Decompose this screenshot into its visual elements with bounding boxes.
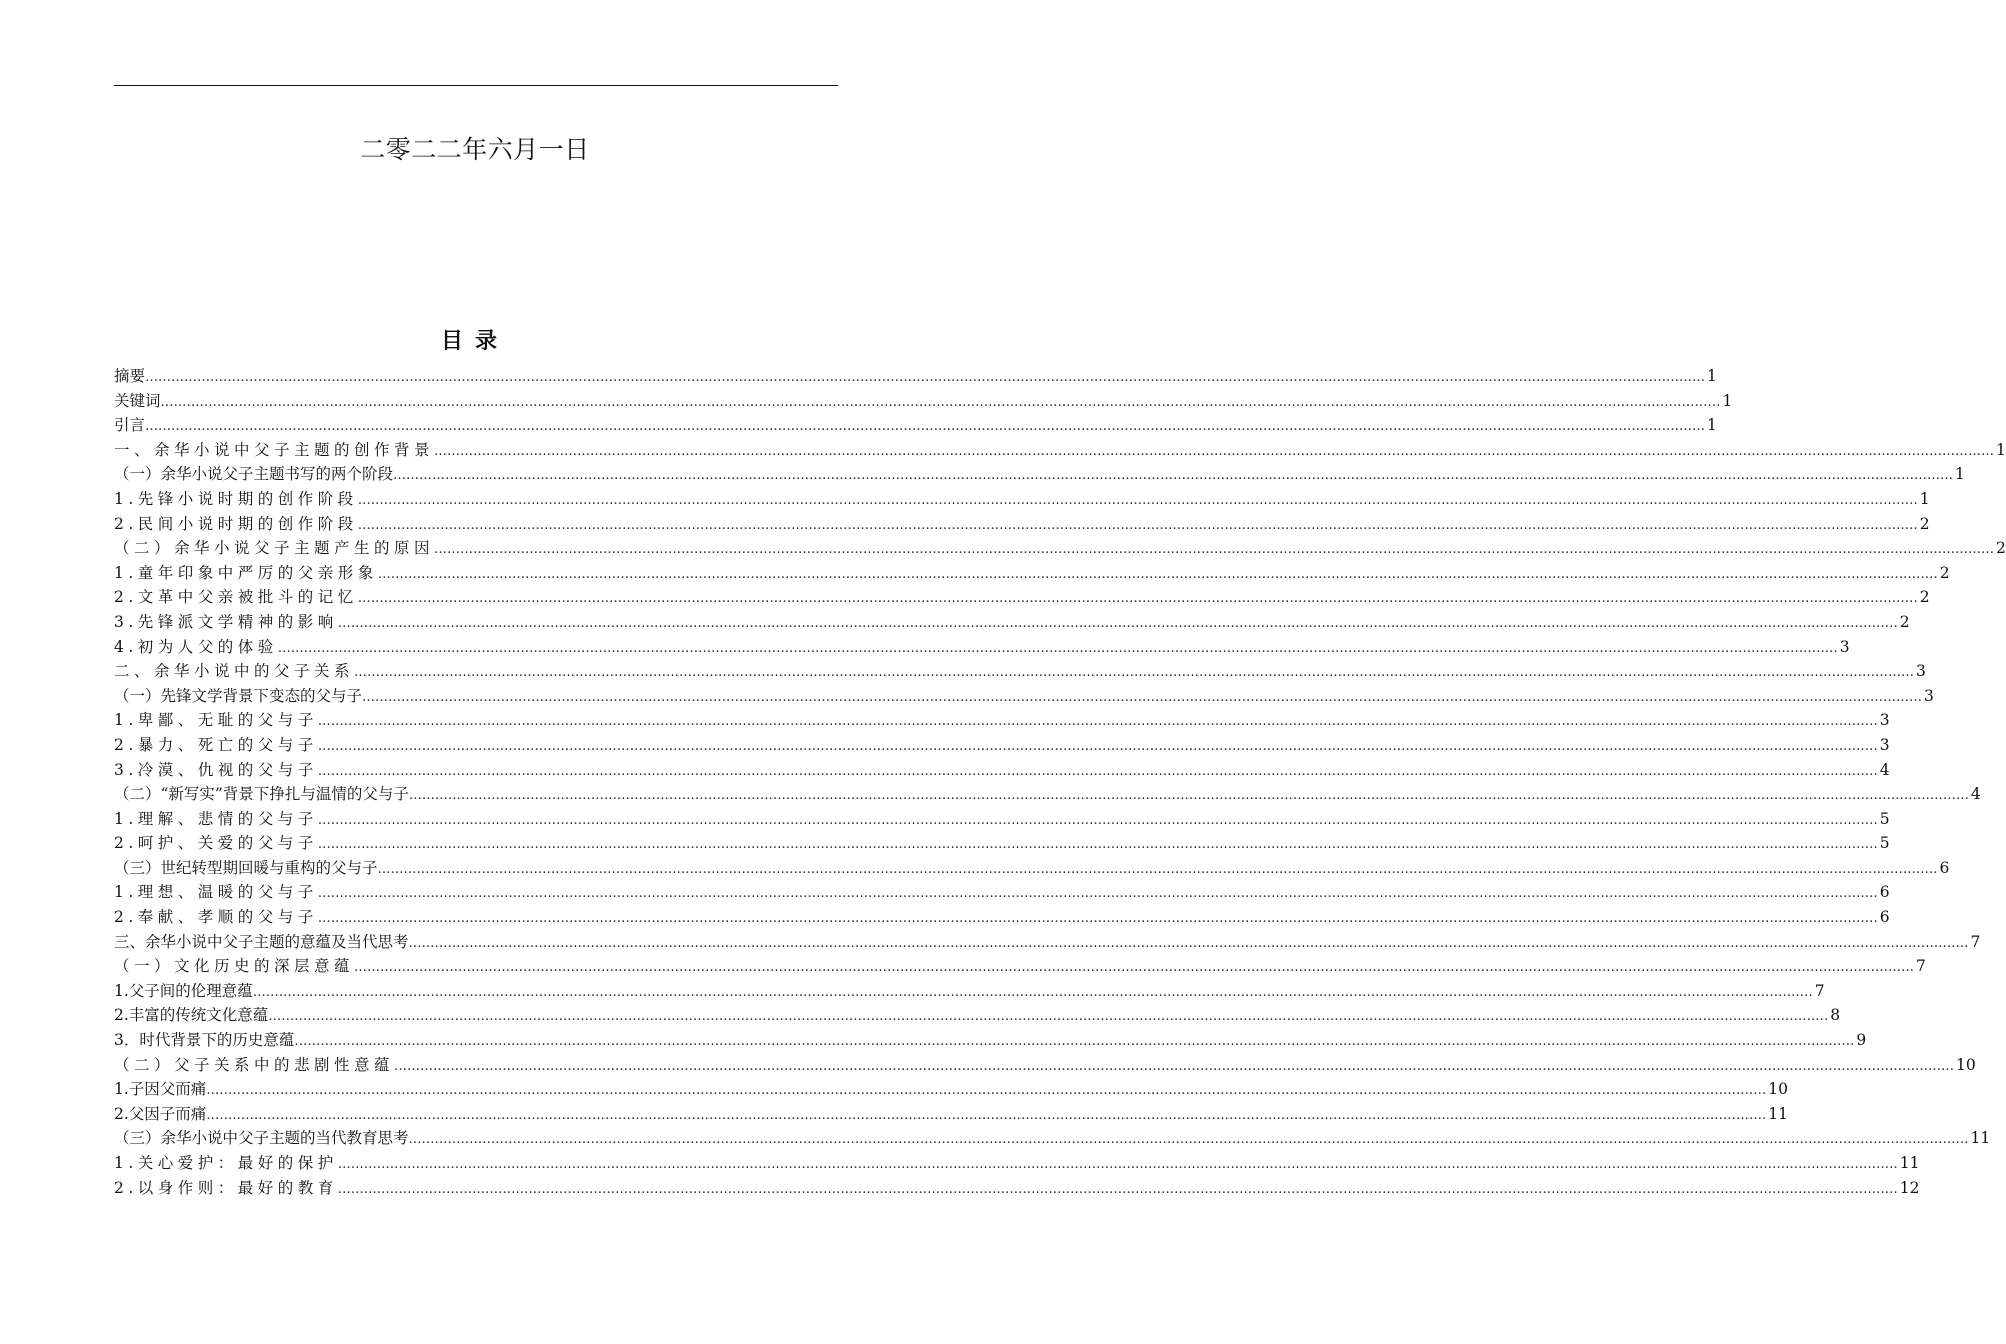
toc-leader-dots: ……………………………………………………………………………………………………………………………………………………………………………………………………………………………………………………………………………………………………………………………… [317,812,1878,828]
toc-entry-title: 3.先锋派文学精神的影响 [114,612,338,631]
toc-entry[interactable] [114,684,1934,709]
toc-entry-title: 3.冷漠、仇视的父与子 [114,760,318,779]
toc-entry[interactable] [114,585,1930,610]
toc-leader-dots: ……………………………………………………………………………………………………………………………………………………………………………………………………………………………………………………………………………………………………………………………… [317,738,1878,754]
toc-entry-title: 2.呵护、关爱的父与子 [114,834,318,853]
toc-entry-title: 2.文革中父亲被批斗的记忆 [114,588,358,607]
toc-entry-page: 1 [1955,465,1965,484]
toc-entry-title: 一、余华小说中父子主题的创作背景 [114,440,435,459]
toc-entry-page: 4 [1970,785,1981,804]
toc-entry-page: 1 [1919,489,1930,508]
toc-entry-title: 2.奉献、孝顺的父与子 [114,908,318,927]
toc-entry-title: 2.以身作则：最好的教育 [114,1178,338,1197]
toc-leader-dots: ……………………………………………………………………………………………………………………………………………………………………………………………………………………………………………………………………………………………………………………………… [160,394,1721,410]
toc-entry-title: 1.子因父而痛 [114,1080,207,1099]
toc-leader-dots: ……………………………………………………………………………………………………………………………………………………………………………………………………………………………………………………………………………………………………………………………… [317,837,1878,853]
toc-leader-dots: ……………………………………………………………………………………………………………………………………………………………………………………………………………………………………………………………………………………………………………………………… [357,492,1918,508]
toc-leader-dots: ……………………………………………………………………………………………………………………………………………………………………………………………………………………………………………………………………………………………………………………………… [434,542,1995,558]
toc-entry-page: 3 [1879,735,1890,754]
toc-entry-page: 11 [1899,1154,1920,1172]
toc-leader-dots: ……………………………………………………………………………………………………………………………………………………………………………………………………………………………………………………………………………………………………………………………… [408,935,1969,951]
toc-entry[interactable] [114,487,1930,512]
toc-entry-page: 2 [1996,539,2006,558]
toc-leader-dots: ……………………………………………………………………………………………………………………………………………………………………………………………………………………………………………………………………………………………………………………………… [337,1157,1898,1172]
toc-leader-dots: ……………………………………………………………………………………………………………………………………………………………………………………………………………………………………………………………………………………………………………………………… [337,1181,1898,1197]
toc-leader-dots: ……………………………………………………………………………………………………………………………………………………………………………………………………………………………………………………………………………………………………………………………… [434,443,1995,459]
toc-leader-dots: ……………………………………………………………………………………………………………………………………………………………………………………………………………………………………………………………………………………………………………………………… [354,665,1915,681]
toc-entry-title: 2.暴力、死亡的父与子 [114,735,318,754]
toc-entry[interactable] [114,413,1717,438]
toc-entry-title: （一）余华小说父子主题书写的两个阶段 [114,465,394,484]
toc-leader-dots: ……………………………………………………………………………………………………………………………………………………………………………………………………………………………………………………………………………………………………………………………… [393,468,1954,484]
toc-entry-title: 摘要 [114,367,146,385]
toc-entry-page: 5 [1879,809,1890,828]
toc-leader-dots: ……………………………………………………………………………………………………………………………………………………………………………………………………………………………………………………………………………………………………………………………… [294,1034,1855,1050]
toc-entry[interactable] [114,831,1890,856]
header-rule [114,85,838,86]
toc-entry-page: 11 [1768,1104,1789,1123]
toc-entry[interactable] [114,807,1890,832]
toc-entry[interactable] [114,1028,1867,1053]
toc-entry-title: 二、余华小说中的父子关系 [114,662,355,681]
toc-entry-page: 8 [1830,1006,1841,1025]
toc-entry-title: （三）余华小说中父子主题的当代教育思考 [114,1129,409,1148]
toc-entry-title: 4.初为人父的体验 [114,637,278,656]
toc-entry-page: 3 [1924,686,1934,705]
toc-entry-title: 1.父子间的伦理意蕴 [114,981,253,1000]
toc-entry[interactable] [114,1003,1841,1028]
toc-leader-dots: ……………………………………………………………………………………………………………………………………………………………………………………………………………………………………………………………………………………………………………………………… [362,689,1923,705]
toc-entry-title: 1.关心爱护：最好的保护 [114,1154,338,1172]
toc-leader-dots: ……………………………………………………………………………………………………………………………………………………………………………………………………………………………………………………………………………………………………………………………… [317,714,1878,730]
toc-entry-title: （二）余华小说父子主题产生的原因 [114,539,435,558]
toc-entry[interactable] [114,708,1890,733]
toc-entry[interactable] [114,954,1926,979]
toc-entry[interactable] [114,389,1733,414]
toc-leader-dots: ……………………………………………………………………………………………………………………………………………………………………………………………………………………………………………………………………………………………………………………………… [337,615,1898,631]
toc-leader-dots: ……………………………………………………………………………………………………………………………………………………………………………………………………………………………………………………………………………………………………………………………… [354,960,1915,976]
toc-entry[interactable] [114,979,1825,1004]
toc-leader-dots: ……………………………………………………………………………………………………………………………………………………………………………………………………………………………………………………………………………………………………………………………… [268,1009,1829,1025]
toc-entry-title: （三）世纪转型期回暖与重构的父与子 [114,858,378,877]
toc-entry[interactable] [114,635,1850,660]
toc-entry-page: 1 [1996,440,2006,459]
toc-entry-page: 9 [1856,1031,1867,1050]
toc-entry[interactable] [114,1126,1991,1151]
toc-leader-dots: ……………………………………………………………………………………………………………………………………………………………………………………………………………………………………………………………………………………………………………………………… [206,1107,1767,1123]
toc-entry-page: 7 [1814,981,1825,1000]
toc-entry-page: 7 [1970,932,1981,951]
toc-entry-title: 关键词 [114,391,161,410]
toc-entry[interactable] [114,561,1950,586]
toc-entry-page: 3 [1839,637,1850,656]
toc-entry-title: 三、余华小说中父子主题的意蕴及当代思考 [114,932,409,951]
toc-leader-dots: ……………………………………………………………………………………………………………………………………………………………………………………………………………………………………………………………………………………………………………………………… [377,861,1938,877]
toc-entry-title: 3．时代背景下的历史意蕴 [114,1031,295,1050]
toc-leader-dots: ……………………………………………………………………………………………………………………………………………………………………………………………………………………………………………………………………………………………………………………………… [317,911,1878,927]
toc-leader-dots: ……………………………………………………………………………………………………………………………………………………………………………………………………………………………………………………………………………………………………………………………… [277,640,1838,656]
toc-entry-page: 3 [1879,711,1890,730]
toc-leader-dots: ……………………………………………………………………………………………………………………………………………………………………………………………………………………………………………………………………………………………………………………………… [377,566,1938,582]
toc-entry[interactable] [114,1176,1920,1201]
toc-entry-page: 3 [1916,662,1926,681]
toc-entry-page: 2 [1899,612,1910,631]
toc-leader-dots: ……………………………………………………………………………………………………………………………………………………………………………………………………………………………………………………………………………………………………………………………… [357,591,1918,607]
toc-entry-title: 引言 [114,416,146,435]
toc-entry[interactable] [114,930,1981,955]
toc-leader-dots: ……………………………………………………………………………………………………………………………………………………………………………………………………………………………………………………………………………………………………………………………… [394,1058,1955,1074]
toc-entry-title: 1.卑鄙、无耻的父与子 [114,711,318,730]
toc-entry-title: 2.父因子而痛 [114,1104,207,1123]
toc-entry-title: （二）父子关系中的悲剧性意蕴 [114,1055,395,1074]
toc-entry[interactable] [114,659,1926,684]
toc-entry-page: 6 [1939,858,1950,877]
toc-entry-page: 5 [1879,834,1890,853]
toc-entry-page: 2 [1939,563,1950,582]
toc-entry[interactable] [114,610,1910,635]
toc-entry[interactable] [114,364,1717,389]
toc-entry[interactable] [114,1102,1789,1127]
toc-entry[interactable] [114,462,1965,487]
toc-entry-page: 7 [1916,957,1926,976]
toc-entry-title: 1.先锋小说时期的创作阶段 [114,489,358,508]
toc-entry-title: 1.童年印象中严厉的父亲形象 [114,563,378,582]
toc-leader-dots: ……………………………………………………………………………………………………………………………………………………………………………………………………………………………………………………………………………………………………………………………… [252,984,1813,1000]
toc-entry-title: 2.民间小说时期的创作阶段 [114,514,358,533]
toc-leader-dots: ……………………………………………………………………………………………………………………………………………………………………………………………………………………………………………………………………………………………………………………………… [317,763,1878,779]
toc-entry-title: 2.丰富的传统文化意蕴 [114,1006,269,1025]
toc-entry[interactable] [114,1151,1920,1176]
toc-entry[interactable] [114,536,2006,561]
toc-entry-page: 10 [1956,1055,1976,1074]
toc-entry-title: 1.理想、温暖的父与子 [114,883,318,902]
toc-title: 目录 [440,329,509,354]
toc-entry[interactable] [114,512,1930,537]
toc-entry-title: （一）文化历史的深层意蕴 [114,957,355,976]
toc-leader-dots: ……………………………………………………………………………………………………………………………………………………………………………………………………………………………………………………………………………………………………………………………… [408,1132,1969,1148]
toc-entry-title: （一）先锋文学背景下变态的父与子 [114,686,363,705]
toc-leader-dots: ……………………………………………………………………………………………………………………………………………………………………………………………………………………………………………………………………………………………………………………………… [357,517,1918,533]
toc-entry-page: 4 [1879,760,1890,779]
toc-entry-page: 10 [1768,1080,1789,1099]
toc-entry[interactable] [114,733,1890,758]
toc-entry-page: 2 [1919,588,1930,607]
toc-entry-title: 1.理解、悲情的父与子 [114,809,318,828]
toc-entry[interactable] [114,782,1981,807]
toc-entry[interactable] [114,438,2006,463]
toc-leader-dots: ……………………………………………………………………………………………………………………………………………………………………………………………………………………………………………………………………………………………………………………………… [408,788,1969,804]
toc-entry[interactable] [114,1053,1976,1078]
toc-entry[interactable] [114,1077,1789,1102]
toc-entry-page: 1 [1707,416,1717,435]
toc-entry[interactable] [114,856,1950,881]
toc-entry-page: 6 [1879,908,1890,927]
toc-entry-page: 1 [1722,391,1733,410]
document-date: 二零二二年六月一日 [360,135,590,164]
toc-entry-title: （二）“新写实”背景下挣扎与温情的父与子 [114,785,409,804]
toc-entry-page: 12 [1899,1178,1920,1197]
toc-leader-dots: ……………………………………………………………………………………………………………………………………………………………………………………………………………………………………………………………………………………………………………………………… [317,886,1878,902]
toc-leader-dots: ……………………………………………………………………………………………………………………………………………………………………………………………………………………………………………………………………………………………………………………………… [145,370,1706,385]
toc-leader-dots: ……………………………………………………………………………………………………………………………………………………………………………………………………………………………………………………………………………………………………………………………… [206,1083,1767,1099]
toc-entry-page: 6 [1879,883,1890,902]
toc-entry[interactable] [114,758,1890,783]
table-of-contents [114,364,2006,1200]
toc-entry[interactable] [114,880,1890,905]
toc-leader-dots: ……………………………………………………………………………………………………………………………………………………………………………………………………………………………………………………………………………………………………………………………… [145,419,1706,435]
toc-entry-page: 11 [1970,1129,1991,1148]
toc-entry-page: 1 [1707,367,1717,385]
toc-entry-page: 2 [1919,514,1930,533]
toc-entry[interactable] [114,905,1890,930]
